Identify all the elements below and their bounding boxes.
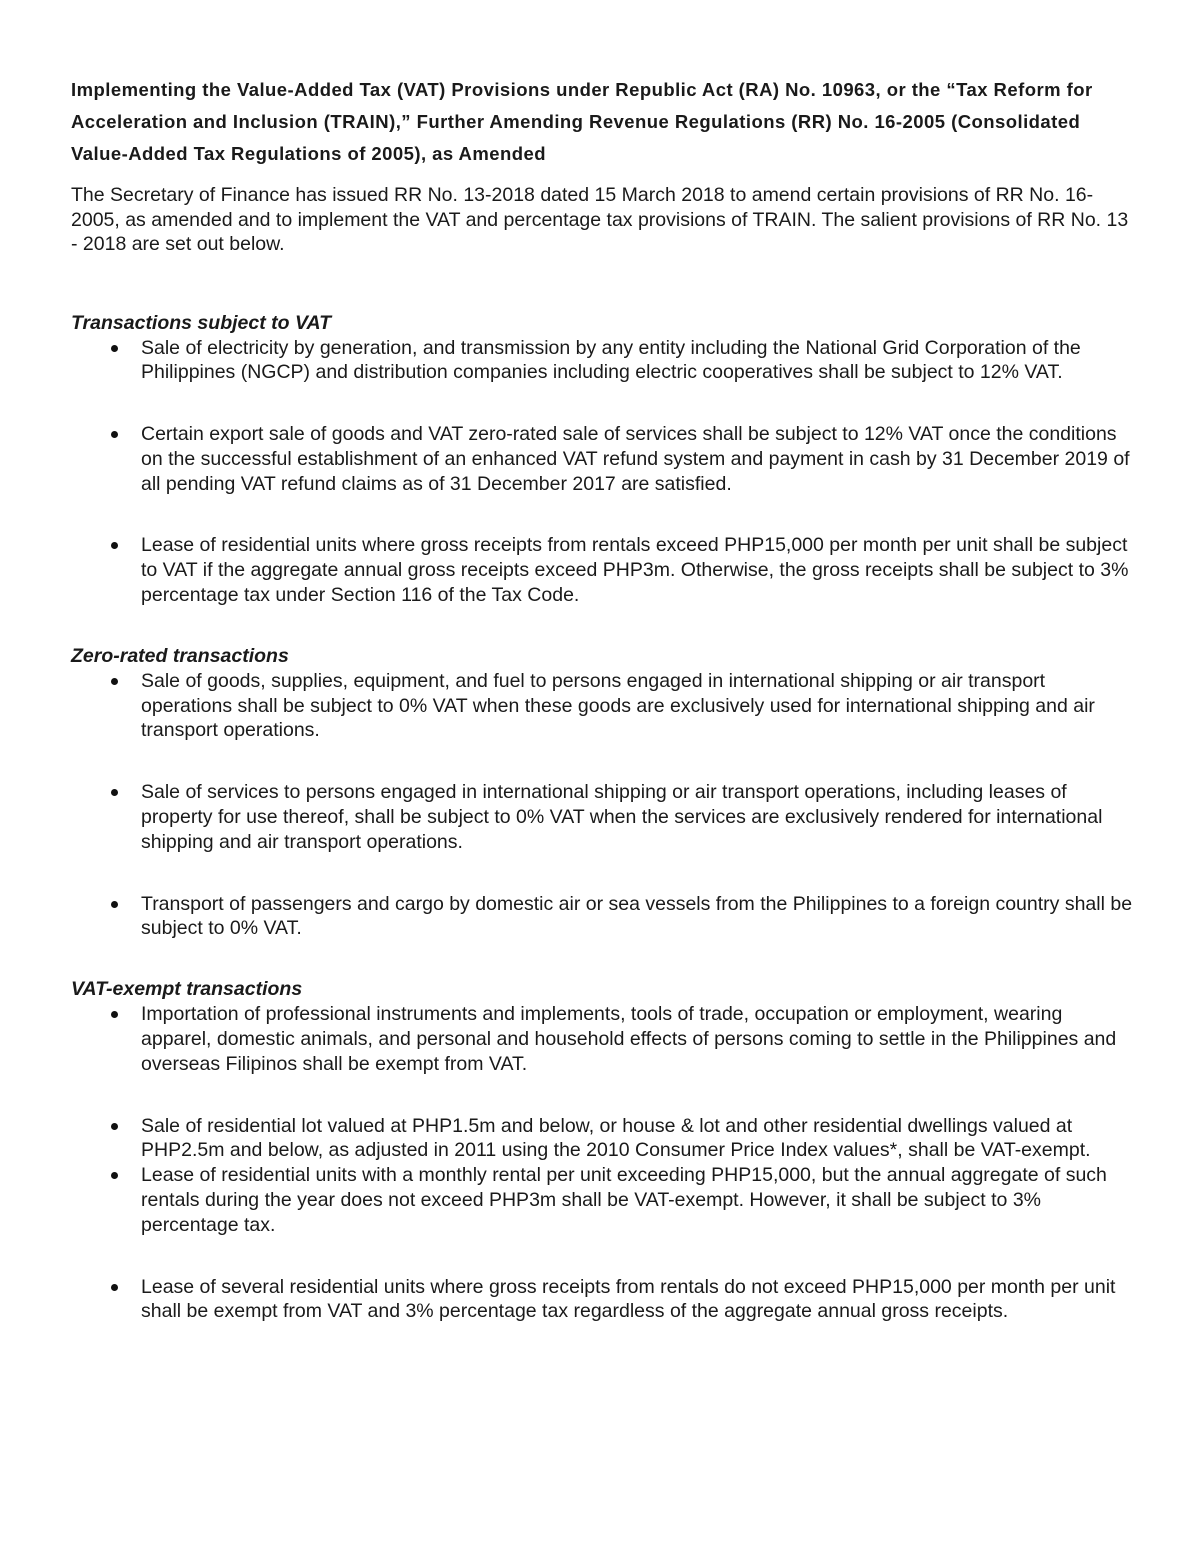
document-page — [71, 74, 1136, 1324]
section-heading-vat-exempt: VAT-exempt transactions — [71, 978, 303, 1001]
list-item-text: Certain export sale of goods and VAT zero-rated sale of services shall be subject to 12% VAT once the conditions on the successful establishment of an enhanced VAT refund system and payment in cash by 31 December 2019 of all pending VAT refund claims as of 31 December 2017 are satisfied. — [141, 423, 1130, 495]
list-item-text: Lease of residential units where gross receipts from rentals exceed PHP15,000 per month per unit shall be subject to VAT if the aggregate annual gross receipts exceed PHP3m. Otherwise, the gross receipts shall be subject to 3% percentage tax under Section 116 of the Tax Code. — [141, 534, 1129, 607]
list-item — [71, 780, 1136, 854]
bullet-icon — [111, 1172, 118, 1179]
document-title: Implementing the Value-Added Tax (VAT) Provisions under Republic Act (RA) No. 10963, or the “Tax Reform for Acceleration and Inclusion (TRAIN),” Further Amending Revenue Regulations (RR) No. 16-2005 (Consolidated Value-Added Tax Regulations of 2005), as Amended — [71, 79, 1093, 164]
list-item — [71, 1002, 1136, 1076]
list-item — [71, 1114, 1136, 1164]
bullet-icon — [111, 1011, 118, 1018]
bullet-icon — [111, 431, 118, 438]
list-item — [71, 336, 1136, 386]
list-item-text: Sale of goods, supplies, equipment, and fuel to persons engaged in international shipping or air transport operations shall be subject to 0% VAT when these goods are exclusively used for international shipping and air transport operations. — [141, 669, 1095, 742]
list-item — [71, 669, 1136, 743]
list-item — [71, 1163, 1136, 1237]
list-item — [71, 1275, 1136, 1325]
list-item-text: Importation of professional instruments and implements, tools of trade, occupation or employment, wearing apparel, domestic animals, and personal and household effects of persons coming to settle in the Philippines and overseas Filipinos shall be exempt from VAT. — [141, 1003, 1117, 1075]
list-item-text: Lease of residential units with a monthly rental per unit exceeding PHP15,000, but the annual aggregate of such rentals during the year does not exceed PHP3m shall be VAT-exempt. However, it shall be subject to 3% percentage tax. — [141, 1164, 1107, 1236]
bullet-icon — [111, 345, 118, 352]
bullet-list-vat-exempt — [71, 1002, 1136, 1324]
list-item-text: Transport of passengers and cargo by domestic air or sea vessels from the Philippines to a foreign country shall be subject to 0% VAT. — [141, 892, 1133, 940]
intro-paragraph: The Secretary of Finance has issued RR No. 13-2018 dated 15 March 2018 to amend certain provisions of RR No. 16-2005, as amended and to implement the VAT and percentage tax provisions of TRAIN. The salient provisions of RR No. 13 - 2018 are set out below. — [71, 184, 1129, 255]
list-item-text: Sale of services to persons engaged in international shipping or air transport operations, including leases of property for use thereof, shall be subject to 0% VAT when the services are exclusively rendered for international shipping and air transport operations. — [141, 781, 1103, 853]
bullet-icon — [111, 901, 118, 908]
list-item — [71, 533, 1136, 607]
section-heading-zero-rated: Zero-rated transactions — [71, 644, 289, 667]
list-item — [71, 892, 1136, 942]
list-item — [71, 422, 1136, 496]
bullet-list-zero-rated — [71, 669, 1136, 941]
section-heading-vat-subject: Transactions subject to VAT — [71, 311, 332, 334]
bullet-list-vat-subject — [71, 336, 1136, 608]
list-item-text: Lease of several residential units where gross receipts from rentals do not exceed PHP15,000 per month per unit shall be exempt from VAT and 3% percentage tax regardless of the aggregate annual gross receipts. — [141, 1275, 1116, 1323]
list-item-text: Sale of electricity by generation, and transmission by any entity including the National Grid Corporation of the Philippines (NGCP) and distribution companies including electric cooperatives shall be subject to 12% VAT. — [141, 336, 1081, 384]
list-item-text: Sale of residential lot valued at PHP1.5m and below, or house & lot and other residential dwellings valued at PHP2.5m and below, as adjusted in 2011 using the 2010 Consumer Price Index values*, shall be VAT-exempt. — [141, 1114, 1091, 1162]
bullet-icon — [111, 1123, 118, 1130]
bullet-icon — [111, 1284, 118, 1291]
bullet-icon — [111, 542, 118, 549]
bullet-icon — [111, 789, 118, 796]
bullet-icon — [111, 678, 118, 685]
